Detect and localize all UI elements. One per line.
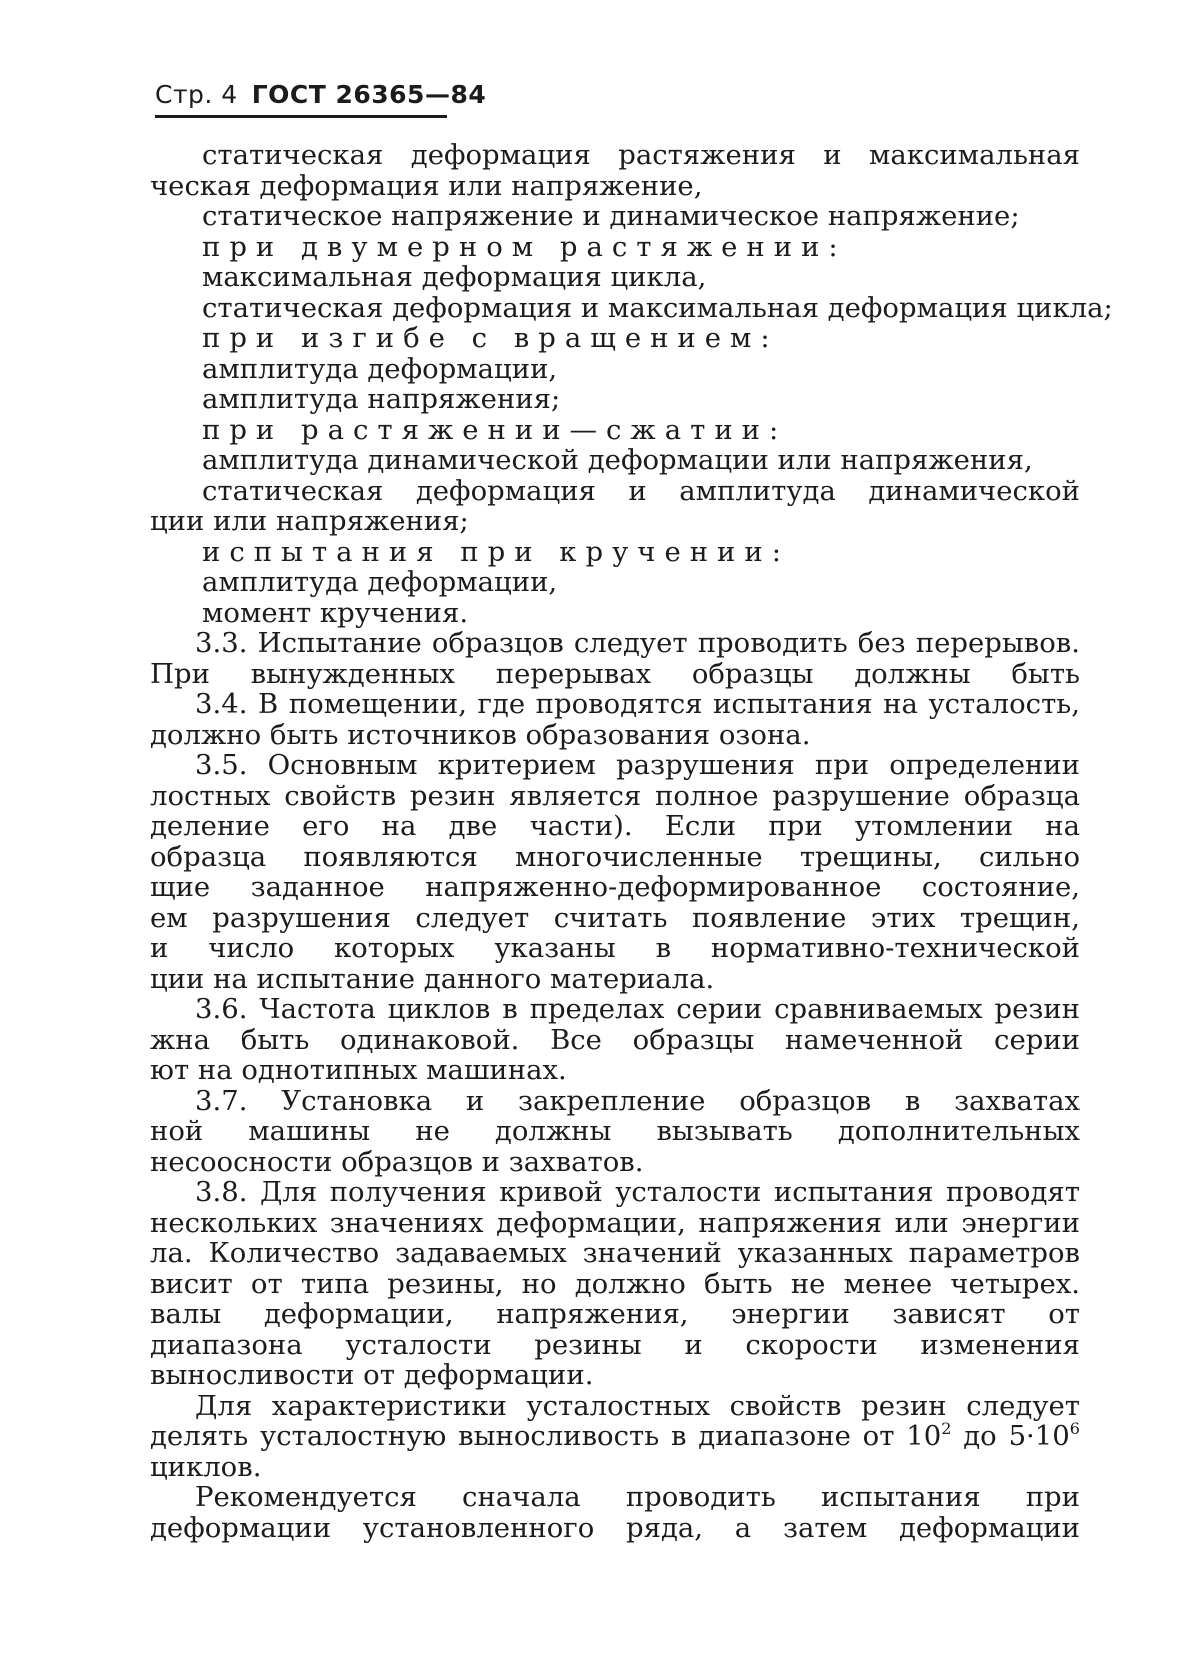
text-line: ют на однотипных машинах. — [150, 1054, 567, 1086]
text-line: несоосности образцов и захватов. — [150, 1145, 644, 1178]
text-line-with-powers — [150, 1421, 1080, 1452]
text-line: ной машины не должны вызывать дополнительных — [150, 1116, 1080, 1147]
text-line: образца появляются многочисленные трещины, сильно — [150, 841, 1080, 872]
text-line: статическая деформация растяжения и максимальная — [202, 140, 1080, 171]
power-base: 10 — [906, 1421, 942, 1452]
text-line: статическая деформация и максимальная деформация цикла; — [202, 291, 1113, 324]
text-line: статическое напряжение и динамическое напряжение; — [202, 200, 1020, 232]
text-line: валы деформации, напряжения, энергии зависят от — [150, 1299, 1080, 1330]
text-line: ла. Количество задаваемых значений указанных параметров — [150, 1238, 1080, 1269]
text-line: деформации установленного ряда, а затем деформации — [150, 1512, 1080, 1543]
text-line: нескольких значениях деформации, напряжения или энергии — [150, 1207, 1080, 1238]
text-line: амплитуда напряжения; — [202, 383, 561, 415]
text-line: висит от типа резины, но должно быть не менее четырех. — [150, 1268, 1080, 1299]
text-line: Рекомендуется сначала проводить испытания при — [195, 1482, 1080, 1513]
page-header — [155, 80, 487, 109]
text-line: амплитуда деформации, — [202, 352, 558, 385]
power-exponent: 6 — [1069, 1421, 1080, 1438]
text-line: Для характеристики усталостных свойств резин следует — [195, 1390, 1080, 1421]
text-line: жна быть одинаковой. Все образцы намеченной серии — [150, 1024, 1080, 1055]
text-line: момент кручения. — [202, 596, 469, 629]
standard-designation: ГОСТ 26365—84 — [251, 80, 487, 109]
text-line: ем разрушения следует считать появление этих трещин, — [150, 902, 1080, 933]
text-line: максимальная деформация цикла, — [202, 261, 707, 293]
text-line: амплитуда деформации, — [202, 566, 558, 598]
text-line: деление его на две части). Если при утомлении на — [150, 811, 1080, 842]
text-line: диапазона усталости резины и скорости изменения — [150, 1329, 1080, 1360]
text-line: щие заданное напряженно-деформированное состояние, — [150, 872, 1080, 903]
text-line: должно быть источников образования озона. — [150, 718, 811, 751]
text-line: статическая деформация и амплитуда динамической — [202, 475, 1080, 506]
document-body — [150, 140, 1113, 1543]
power-base: 5·10 — [1008, 1421, 1070, 1452]
range-text: делять усталостную выносливость в диапазоне от — [150, 1421, 895, 1452]
text-line: ции на испытание данного материала. — [150, 962, 715, 995]
text-line: 3.3. Испытание образцов следует проводить без перерывов. — [195, 628, 1080, 659]
power-exponent: 2 — [941, 1421, 952, 1438]
range-to: до — [963, 1421, 997, 1452]
text-line: 3.5. Основным критерием разрушения при определении — [195, 750, 1080, 781]
text-line: амплитуда динамической деформации или напряжения, — [202, 444, 1033, 476]
section-heading: при двумерном растяжении: — [202, 230, 847, 263]
text-line: 3.4. В помещении, где проводятся испытания на усталость, — [195, 689, 1080, 720]
text-line: и число которых указаны в нормативно-технической — [150, 933, 1080, 964]
text-line: лостных свойств резин является полное разрушение образца — [150, 780, 1080, 811]
text-line: циклов. — [150, 1450, 262, 1483]
page-number: Стр. 4 — [155, 80, 238, 109]
text-line: ции или напряжения; — [150, 505, 469, 537]
text-line: ческая деформация или напряжение, — [150, 169, 703, 202]
text-line: 3.8. Для получения кривой усталости испытания проводят — [195, 1177, 1080, 1208]
section-heading: при растяжении—сжатии: — [202, 413, 788, 446]
text-line: 3.7. Установка и закрепление образцов в захватах — [195, 1085, 1080, 1116]
text-line: При вынужденных перерывах образцы должны быть — [150, 658, 1080, 689]
section-heading: испытания при кручении: — [202, 535, 790, 568]
section-heading: при изгибе с вращением: — [202, 322, 779, 354]
text-line: выносливости от деформации. — [150, 1359, 594, 1391]
header-rule — [155, 115, 447, 118]
text-line: 3.6. Частота циклов в пределах серии сравниваемых резин — [195, 994, 1080, 1025]
